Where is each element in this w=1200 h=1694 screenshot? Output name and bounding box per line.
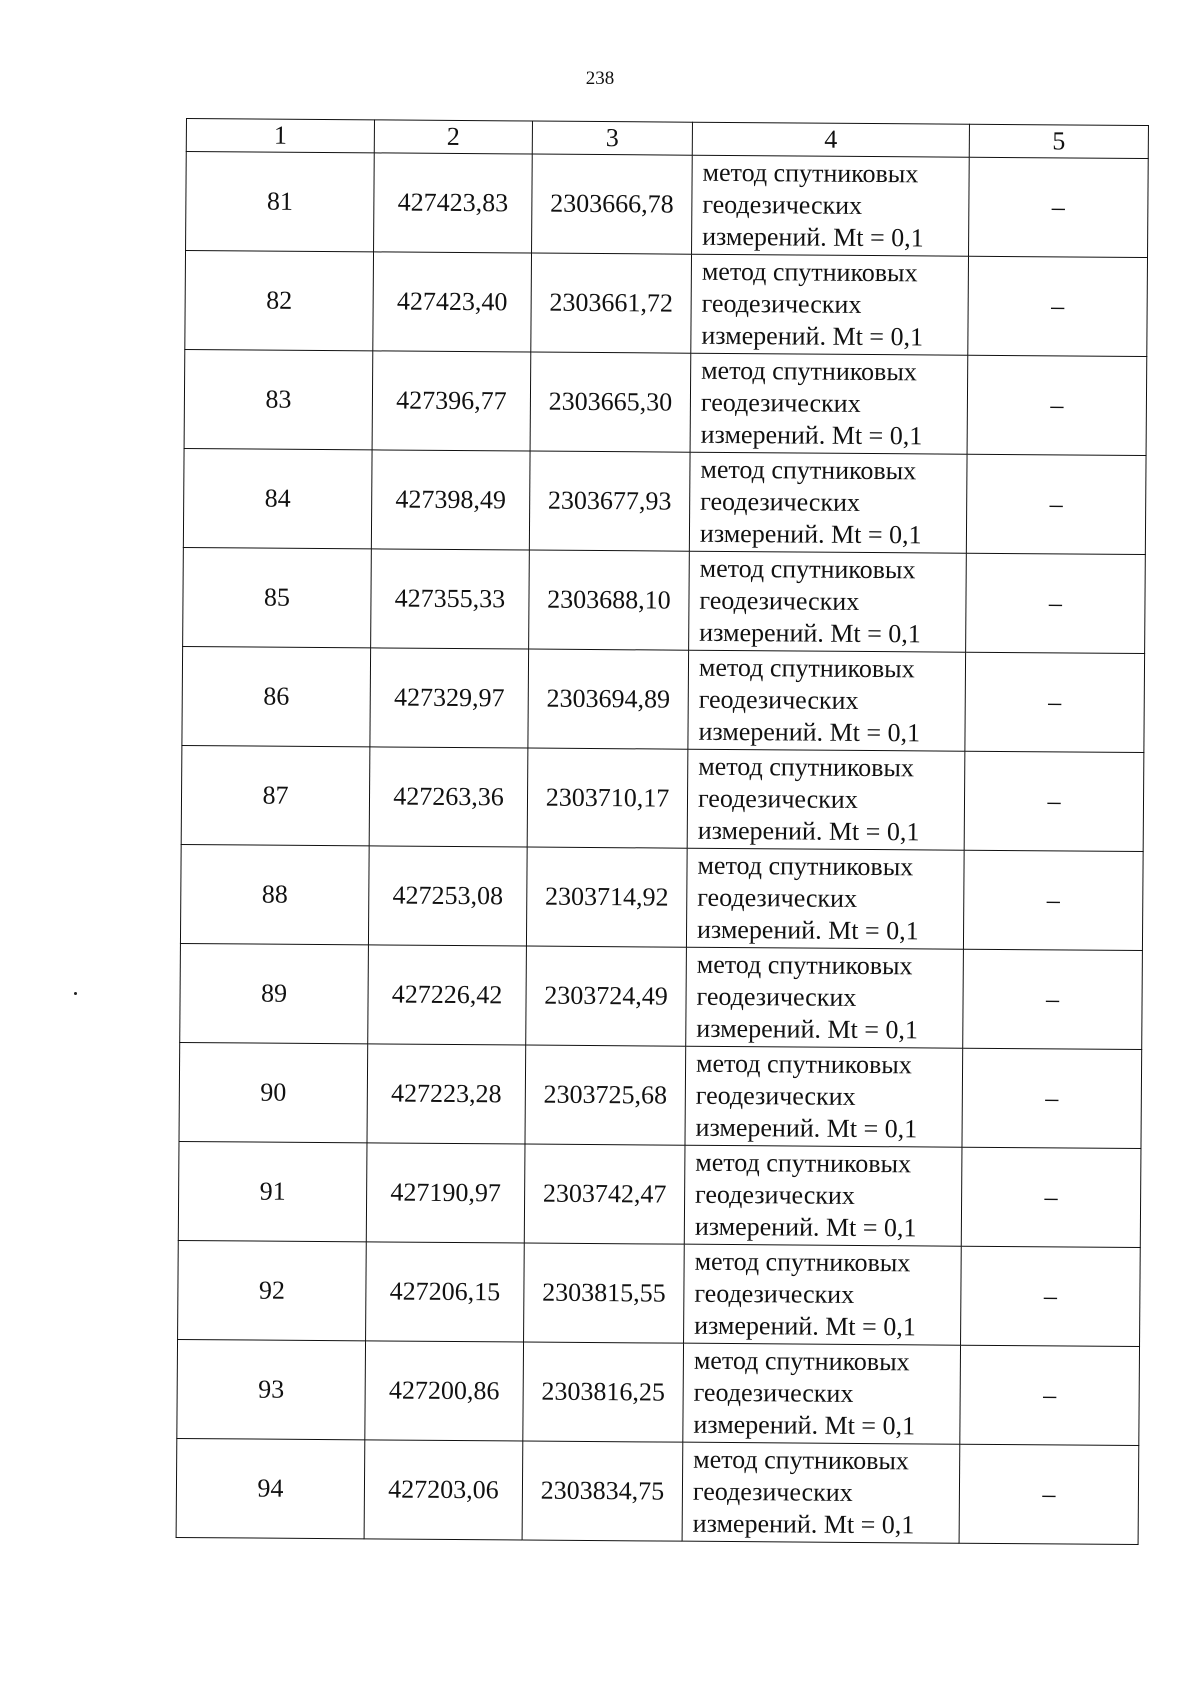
note-cell: – — [964, 751, 1144, 851]
method-line: измерений. Mt = 0,1 — [694, 1310, 916, 1342]
method-line: измерений. Mt = 0,1 — [699, 518, 922, 550]
note-cell: – — [968, 256, 1148, 356]
coordinate-y-cell: 2303688,10 — [529, 550, 690, 650]
method-line: геодезических — [692, 1476, 853, 1507]
point-number-cell: 87 — [181, 745, 370, 845]
coordinate-x-cell: 427423,83 — [374, 153, 533, 253]
coordinates-table-wrapper — [176, 118, 1148, 1545]
coordinate-x-cell: 427396,77 — [372, 351, 531, 451]
table-row — [178, 1240, 1141, 1346]
coordinate-y-cell: 2303661,72 — [531, 253, 692, 353]
coordinate-y-cell: 2303714,92 — [526, 847, 687, 947]
header-cell: 3 — [532, 121, 692, 155]
table-row — [180, 844, 1143, 950]
method-line: геодезических — [698, 684, 859, 715]
coordinate-y-cell: 2303677,93 — [529, 451, 690, 551]
coordinate-x-cell: 427223,28 — [367, 1044, 526, 1144]
point-number-cell: 91 — [178, 1141, 367, 1241]
method-cell — [685, 1046, 963, 1147]
table-row — [179, 1042, 1142, 1148]
method-line: метод спутниковых — [700, 454, 917, 486]
coordinate-y-cell: 2303725,68 — [525, 1045, 686, 1145]
method-cell — [690, 353, 968, 454]
method-cell — [687, 749, 965, 850]
method-line: метод спутниковых — [698, 652, 915, 684]
method-line: метод спутниковых — [695, 1048, 912, 1080]
coordinate-y-cell: 2303834,75 — [522, 1441, 683, 1541]
method-line: метод спутниковых — [699, 553, 916, 585]
coordinate-y-cell: 2303742,47 — [524, 1144, 685, 1244]
coordinate-y-cell: 2303665,30 — [530, 352, 691, 452]
table-row — [183, 547, 1146, 653]
point-number-cell: 89 — [180, 943, 369, 1043]
table-row — [176, 1438, 1139, 1544]
method-line: метод спутниковых — [697, 850, 914, 882]
method-line: метод спутниковых — [701, 355, 917, 387]
method-line: геодезических — [696, 981, 857, 1012]
note-cell: – — [962, 1048, 1142, 1148]
point-number-cell: 81 — [186, 152, 375, 252]
coordinate-x-cell: 427226,42 — [368, 945, 527, 1045]
coordinate-x-cell: 427423,40 — [373, 252, 532, 352]
coordinate-x-cell: 427355,33 — [371, 549, 530, 649]
point-number-cell: 83 — [184, 349, 373, 449]
table-row — [177, 1339, 1140, 1445]
page-number: 238 — [585, 68, 615, 89]
table-row — [183, 448, 1146, 554]
method-line: измерений. Mt = 0,1 — [692, 1508, 915, 1540]
method-cell — [684, 1145, 962, 1246]
method-line: измерений. Mt = 0,1 — [697, 815, 920, 847]
header-cell: 4 — [692, 122, 969, 157]
point-number-cell: 82 — [185, 251, 374, 351]
coordinate-x-cell: 427200,86 — [365, 1341, 524, 1441]
header-cell: 1 — [186, 119, 374, 153]
scan-dot — [74, 992, 77, 995]
method-cell — [686, 947, 964, 1048]
method-cell — [688, 650, 966, 751]
note-cell: – — [961, 1147, 1141, 1247]
method-line: геодезических — [700, 486, 861, 517]
coordinate-x-cell: 427263,36 — [369, 747, 528, 847]
method-line: измерений. Mt = 0,1 — [699, 617, 921, 649]
method-line: измерений. Mt = 0,1 — [694, 1211, 917, 1243]
coordinate-x-cell: 427203,06 — [364, 1440, 523, 1540]
method-line: метод спутниковых — [698, 751, 915, 783]
table-row — [178, 1141, 1141, 1247]
note-cell: – — [966, 454, 1146, 554]
table-row — [181, 745, 1144, 851]
coordinate-y-cell: 2303694,89 — [528, 649, 689, 749]
note-cell: – — [965, 652, 1145, 752]
point-number-cell: 86 — [182, 646, 371, 746]
method-line: метод спутниковых — [696, 949, 913, 981]
table-row — [182, 646, 1145, 752]
note-cell: – — [963, 850, 1143, 950]
coordinate-x-cell: 427253,08 — [368, 846, 527, 946]
method-line: геодезических — [702, 189, 863, 220]
method-cell — [686, 848, 964, 949]
point-number-cell: 93 — [177, 1339, 366, 1439]
point-number-cell: 90 — [179, 1042, 368, 1142]
method-line: геодезических — [697, 882, 858, 913]
method-cell — [683, 1343, 961, 1444]
coordinate-x-cell: 427329,97 — [370, 648, 529, 748]
table-row — [186, 152, 1149, 258]
note-cell: – — [961, 1246, 1141, 1346]
method-cell — [692, 155, 970, 256]
point-number-cell: 92 — [178, 1240, 367, 1340]
coordinate-y-cell: 2303710,17 — [527, 748, 688, 848]
header-cell: 5 — [969, 124, 1148, 158]
method-line: геодезических — [701, 288, 862, 319]
note-cell: – — [967, 355, 1147, 455]
method-line: метод спутниковых — [693, 1345, 910, 1377]
method-line: измерений. Mt = 0,1 — [700, 419, 923, 451]
method-line: измерений. Mt = 0,1 — [701, 320, 924, 352]
method-line: измерений. Mt = 0,1 — [696, 914, 919, 946]
coordinate-y-cell: 2303816,25 — [523, 1342, 684, 1442]
method-line: геодезических — [695, 1080, 856, 1111]
coordinate-y-cell: 2303815,55 — [524, 1243, 685, 1343]
method-cell — [682, 1442, 960, 1543]
point-number-cell: 94 — [176, 1438, 365, 1538]
method-cell — [684, 1244, 962, 1345]
method-line: геодезических — [694, 1278, 855, 1309]
coordinate-y-cell: 2303666,78 — [532, 154, 693, 254]
table-row — [180, 943, 1143, 1049]
coordinates-table — [176, 118, 1149, 1545]
note-cell: – — [960, 1345, 1140, 1445]
header-cell: 2 — [374, 120, 532, 154]
method-line: метод спутниковых — [694, 1246, 911, 1278]
coordinate-y-cell: 2303724,49 — [526, 946, 687, 1046]
coordinate-x-cell: 427398,49 — [371, 450, 530, 550]
method-line: измерений. Mt = 0,1 — [696, 1013, 919, 1045]
note-cell: – — [963, 949, 1143, 1049]
coordinate-x-cell: 427190,97 — [366, 1143, 525, 1243]
method-line: геодезических — [700, 387, 861, 418]
table-row — [184, 349, 1147, 455]
method-cell — [689, 551, 967, 652]
method-line: метод спутниковых — [702, 157, 919, 189]
point-number-cell: 85 — [183, 547, 372, 647]
method-line: метод спутниковых — [693, 1444, 909, 1476]
method-line: метод спутниковых — [695, 1147, 912, 1179]
method-line: измерений. Mt = 0,1 — [702, 221, 924, 253]
method-cell — [691, 254, 969, 355]
method-line: геодезических — [693, 1377, 854, 1408]
method-line: измерений. Mt = 0,1 — [695, 1112, 918, 1144]
table-row — [185, 251, 1148, 357]
table-body — [176, 152, 1148, 1545]
point-number-cell: 84 — [183, 448, 372, 548]
method-line: измерений. Mt = 0,1 — [698, 716, 921, 748]
coordinate-x-cell: 427206,15 — [366, 1242, 525, 1342]
method-line: метод спутниковых — [701, 256, 918, 288]
method-line: измерений. Mt = 0,1 — [693, 1409, 916, 1441]
point-number-cell: 88 — [180, 844, 369, 944]
method-cell — [689, 452, 967, 553]
note-cell: – — [959, 1444, 1139, 1544]
note-cell: – — [969, 157, 1149, 257]
method-line: геодезических — [699, 585, 860, 616]
method-line: геодезических — [695, 1179, 855, 1210]
method-line: геодезических — [697, 783, 858, 814]
note-cell: – — [966, 553, 1146, 653]
